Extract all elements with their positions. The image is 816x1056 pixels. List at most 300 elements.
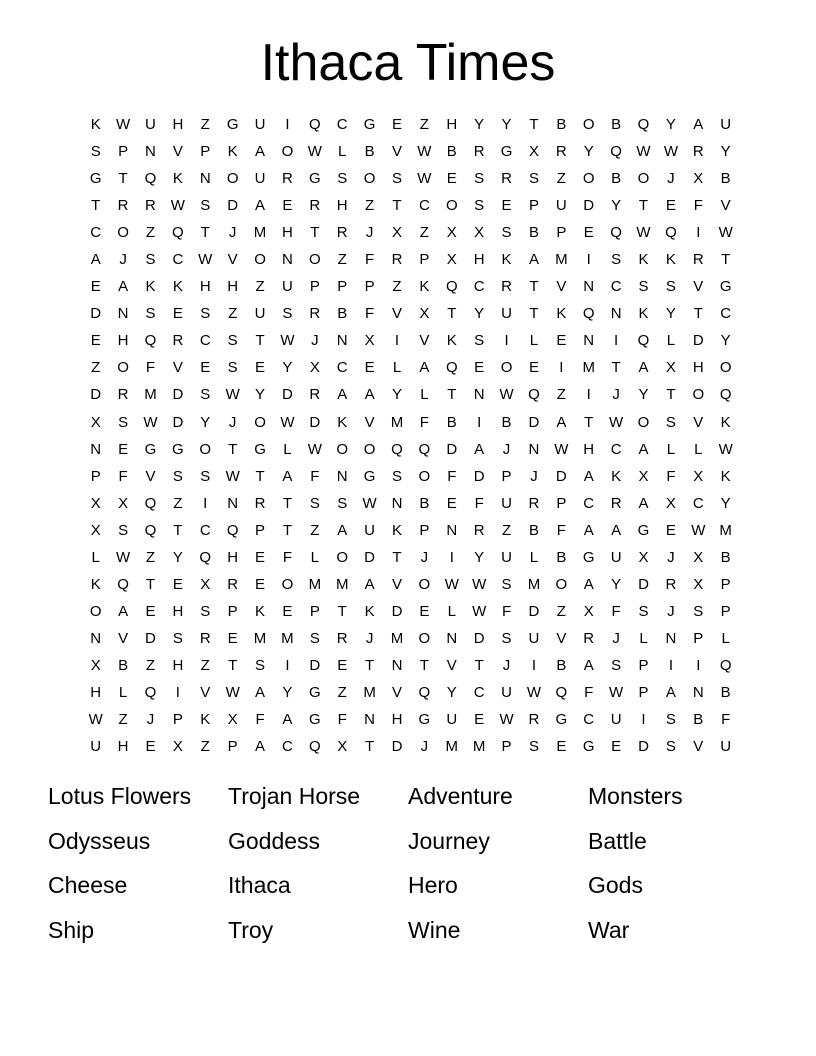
grid-letter: J <box>311 332 319 350</box>
grid-letter: T <box>118 170 128 188</box>
grid-letter: Q <box>719 656 732 674</box>
grid-letter: I <box>668 656 673 674</box>
grid-letter: Q <box>665 224 677 242</box>
grid-row <box>82 598 740 625</box>
grid-letter: K <box>90 116 101 133</box>
grid-letter: M <box>390 413 404 431</box>
grid-letter: G <box>308 170 321 188</box>
grid-letter: T <box>310 224 320 242</box>
grid-letter: U <box>282 278 293 296</box>
grid-letter: L <box>666 332 676 350</box>
grid-letter: X <box>528 143 539 161</box>
grid-letter: T <box>447 386 457 404</box>
grid-letter: P <box>556 494 567 512</box>
grid-letter: F <box>365 251 375 269</box>
grid-letter: P <box>501 467 512 485</box>
grid-letter: Q <box>445 278 458 296</box>
grid-letter: K <box>172 278 183 296</box>
grid-letter: S <box>474 197 485 215</box>
grid-letter: K <box>364 602 375 620</box>
grid-letter: Q <box>555 683 568 701</box>
grid-letter: Y <box>611 197 622 215</box>
grid-letter: G <box>308 683 321 701</box>
grid-letter: B <box>720 548 731 566</box>
grid-letter: W <box>718 440 733 458</box>
grid-letter: C <box>720 305 732 323</box>
grid-letter: T <box>529 116 539 133</box>
grid-letter: U <box>501 548 512 566</box>
grid-letter: S <box>611 251 622 269</box>
grid-letter: T <box>447 305 457 323</box>
grid-letter: A <box>255 738 266 756</box>
word-bank-item: Cheese <box>48 872 128 898</box>
grid-row <box>82 544 740 571</box>
grid-letter: N <box>90 440 102 458</box>
grid-letter: D <box>583 197 595 215</box>
grid-letter: T <box>392 197 402 215</box>
grid-letter: L <box>639 629 648 647</box>
grid-letter: B <box>720 683 731 701</box>
grid-letter: U <box>720 738 732 756</box>
grid-letter: Y <box>720 494 731 512</box>
grid-letter: K <box>720 467 731 485</box>
grid-letter: Z <box>419 224 429 242</box>
grid-row <box>82 300 740 327</box>
grid-letter: X <box>446 251 457 269</box>
grid-letter: T <box>529 305 539 323</box>
grid-letter: O <box>418 575 431 593</box>
grid-letter: H <box>336 197 348 215</box>
grid-letter: W <box>143 413 158 431</box>
grid-letter: R <box>282 170 293 188</box>
grid-letter: O <box>89 602 102 620</box>
grid-row <box>82 165 740 192</box>
grid-letter: W <box>472 575 487 593</box>
grid-letter: B <box>118 656 129 674</box>
grid-letter: E <box>391 116 402 133</box>
grid-letter: D <box>528 602 540 620</box>
grid-letter: S <box>172 467 183 485</box>
grid-letter: B <box>720 170 731 188</box>
grid-row <box>82 381 740 408</box>
grid-letter: H <box>172 116 184 133</box>
grid-letter: D <box>145 629 156 647</box>
grid-letter: G <box>555 711 568 729</box>
grid-letter: S <box>665 738 676 756</box>
grid-letter: P <box>118 143 129 161</box>
grid-letter: E <box>474 711 485 729</box>
grid-letter: E <box>446 494 457 512</box>
grid-letter: H <box>117 738 129 756</box>
grid-letter: B <box>611 116 622 133</box>
word-bank-item: Trojan Horse <box>228 783 361 809</box>
grid-letter: R <box>473 521 485 539</box>
grid-letter: B <box>446 143 457 161</box>
grid-letter: U <box>364 521 376 539</box>
grid-letter: W <box>691 521 706 539</box>
grid-letter: T <box>282 521 293 539</box>
grid-letter: Q <box>528 386 540 404</box>
grid-letter: Q <box>445 359 458 377</box>
grid-letter: A <box>255 683 266 701</box>
grid-letter: V <box>391 143 402 161</box>
grid-letter: W <box>170 197 185 215</box>
grid-letter: T <box>173 521 183 539</box>
grid-letter: V <box>556 629 567 647</box>
grid-letter: S <box>118 521 129 539</box>
grid-letter: P <box>227 602 238 620</box>
word-bank-item: Journey <box>408 827 490 854</box>
grid-letter: W <box>499 711 514 729</box>
grid-letter: G <box>254 440 266 458</box>
grid-letter: I <box>175 683 180 701</box>
grid-letter: K <box>172 170 183 188</box>
grid-letter: V <box>693 413 704 431</box>
grid-letter: A <box>282 467 293 485</box>
grid-letter: Q <box>637 332 650 350</box>
grid-letter: F <box>118 467 128 485</box>
grid-row <box>82 733 740 760</box>
grid-letter: P <box>419 251 430 269</box>
grid-letter: N <box>665 629 677 647</box>
grid-letter: C <box>282 738 293 756</box>
grid-letter: G <box>582 548 595 566</box>
grid-letter: W <box>718 224 733 242</box>
grid-letter: J <box>667 170 675 188</box>
grid-letter: O <box>445 197 458 215</box>
grid-row <box>82 517 740 544</box>
grid-letter: N <box>528 440 540 458</box>
grid-letter: I <box>449 548 454 566</box>
grid-letter: D <box>473 629 485 647</box>
grid-letter: L <box>529 548 539 566</box>
grid-letter: N <box>583 278 595 296</box>
grid-letter: W <box>417 170 432 188</box>
grid-letter: R <box>501 170 512 188</box>
grid-letter: P <box>255 521 266 539</box>
grid-letter: S <box>282 305 293 323</box>
grid-letter: Y <box>720 143 731 161</box>
grid-letter: J <box>530 467 538 485</box>
grid-letter: X <box>419 305 430 323</box>
grid-letter: P <box>693 629 704 647</box>
grid-letter: S <box>474 170 485 188</box>
grid-letter: Z <box>228 305 238 323</box>
grid-letter: E <box>556 332 567 350</box>
grid-letter: Y <box>665 116 676 133</box>
grid-letter: N <box>145 143 156 161</box>
grid-letter: R <box>117 197 129 215</box>
grid-letter: G <box>637 521 650 539</box>
grid-row <box>82 273 740 300</box>
grid-letter: U <box>254 170 266 188</box>
grid-letter: A <box>693 116 704 133</box>
grid-letter: E <box>145 738 156 756</box>
grid-letter: M <box>472 738 486 756</box>
grid-letter: N <box>282 251 293 269</box>
grid-letter: U <box>501 683 512 701</box>
grid-letter: H <box>117 332 129 350</box>
grid-letter: W <box>609 413 624 431</box>
grid-letter: B <box>446 413 457 431</box>
grid-letter: V <box>720 197 731 215</box>
grid-letter: D <box>391 738 403 756</box>
grid-letter: C <box>418 197 430 215</box>
grid-letter: U <box>90 738 102 756</box>
grid-letter: W <box>636 224 651 242</box>
grid-letter: N <box>90 629 102 647</box>
grid-letter: O <box>281 143 294 161</box>
grid-letter: T <box>145 575 156 593</box>
grid-row <box>82 625 740 652</box>
grid-letter: S <box>227 332 238 350</box>
grid-letter: K <box>446 332 457 350</box>
grid-letter: Z <box>556 386 566 404</box>
grid-letter: J <box>667 548 675 566</box>
grid-letter: P <box>556 224 567 242</box>
grid-letter: H <box>227 548 239 566</box>
grid-letter: V <box>446 656 457 674</box>
grid-letter: V <box>172 143 183 161</box>
grid-letter: T <box>228 440 238 458</box>
grid-letter: C <box>583 711 595 729</box>
grid-letter: N <box>117 305 129 323</box>
grid-letter: H <box>172 602 184 620</box>
grid-letter: I <box>696 656 701 674</box>
grid-letter: N <box>446 629 458 647</box>
grid-letter: A <box>90 251 101 269</box>
grid-letter: L <box>420 386 429 404</box>
grid-letter: Z <box>200 116 210 133</box>
grid-row <box>82 219 740 246</box>
grid-letter: Q <box>637 116 650 133</box>
grid-letter: S <box>200 197 211 215</box>
grid-letter: A <box>364 386 375 404</box>
grid-letter: D <box>364 548 376 566</box>
grid-letter: D <box>227 197 239 215</box>
word-bank-item: Goddess <box>228 827 321 854</box>
grid-letter: Q <box>418 683 431 701</box>
grid-letter: S <box>200 386 211 404</box>
grid-letter: Y <box>391 386 402 404</box>
grid-letter: E <box>665 197 676 215</box>
grid-letter: E <box>446 170 457 188</box>
grid-letter: Q <box>144 494 157 512</box>
grid-letter: U <box>610 711 622 729</box>
grid-letter: Z <box>392 278 402 296</box>
grid-letter: T <box>282 494 293 512</box>
grid-letter: Y <box>255 386 266 404</box>
grid-letter: V <box>391 575 402 593</box>
grid-letter: U <box>501 494 512 512</box>
grid-letter: G <box>719 278 732 296</box>
grid-letter: A <box>556 413 567 431</box>
grid-letter: D <box>172 413 184 431</box>
grid-letter: U <box>720 116 732 133</box>
grid-letter: T <box>584 413 594 431</box>
word-bank-item: Odysseus <box>48 827 151 854</box>
grid-letter: X <box>638 467 649 485</box>
grid-letter: E <box>90 332 101 350</box>
grid-letter: D <box>172 386 184 404</box>
grid-letter: D <box>638 575 649 593</box>
grid-letter: C <box>610 278 622 296</box>
grid-letter: J <box>612 386 620 404</box>
grid-letter: F <box>419 413 429 431</box>
grid-letter: U <box>254 305 266 323</box>
grid-letter: W <box>280 413 295 431</box>
grid-letter: L <box>529 332 539 350</box>
grid-letter: S <box>200 602 211 620</box>
grid-letter: K <box>611 467 622 485</box>
grid-letter: Z <box>419 116 429 133</box>
grid-letter: K <box>665 251 676 269</box>
grid-letter: O <box>281 575 294 593</box>
grid-letter: O <box>117 224 129 242</box>
grid-letter: R <box>254 494 266 512</box>
grid-letter: D <box>282 386 293 404</box>
grid-letter: I <box>586 386 591 404</box>
grid-letter: S <box>337 494 348 512</box>
word-bank-item: Battle <box>588 827 647 854</box>
grid-letter: H <box>583 440 595 458</box>
grid-letter: D <box>473 467 485 485</box>
grid-letter: P <box>337 278 348 296</box>
grid-letter: N <box>391 494 403 512</box>
grid-letter: W <box>225 467 240 485</box>
grid-letter: E <box>118 440 129 458</box>
grid-letter: T <box>200 224 210 242</box>
grid-letter: K <box>556 305 567 323</box>
grid-letter: R <box>199 629 211 647</box>
grid-letter: K <box>391 521 402 539</box>
grid-letter: O <box>418 629 431 647</box>
grid-letter: C <box>336 116 348 133</box>
grid-letter: R <box>610 494 622 512</box>
grid-letter: P <box>528 197 539 215</box>
grid-letter: W <box>499 386 514 404</box>
grid-letter: N <box>583 332 595 350</box>
grid-letter: X <box>693 575 704 593</box>
grid-letter: O <box>254 413 266 431</box>
grid-letter: W <box>280 332 295 350</box>
grid-letter: Z <box>501 521 512 539</box>
grid-letter: Z <box>337 683 347 701</box>
grid-letter: T <box>255 467 265 485</box>
grid-letter: J <box>146 711 155 729</box>
grid-letter: K <box>200 711 211 729</box>
grid-letter: S <box>200 305 211 323</box>
grid-row <box>82 706 740 733</box>
grid-letter: W <box>116 548 131 566</box>
grid-letter: T <box>337 602 347 620</box>
grid-letter: M <box>335 575 349 593</box>
grid-letter: T <box>365 656 375 674</box>
grid-letter: S <box>665 278 676 296</box>
grid-letter: B <box>528 521 539 539</box>
grid-letter: E <box>282 197 293 215</box>
grid-letter: K <box>255 602 266 620</box>
grid-letter: A <box>583 521 594 539</box>
grid-letter: Y <box>720 332 731 350</box>
grid-letter: A <box>638 440 649 458</box>
grid-letter: F <box>365 305 375 323</box>
grid-letter: W <box>307 143 322 161</box>
grid-letter: H <box>391 711 403 729</box>
grid-letter: E <box>172 575 183 593</box>
grid-letter: Z <box>145 548 156 566</box>
grid-letter: B <box>611 170 622 188</box>
grid-letter: A <box>282 711 293 729</box>
grid-letter: M <box>555 251 568 269</box>
grid-letter: Q <box>226 521 239 539</box>
grid-letter: T <box>392 548 402 566</box>
word-bank-item: Lotus Flowers <box>48 783 192 809</box>
grid-letter: O <box>363 170 376 188</box>
grid-letter: X <box>90 656 101 674</box>
grid-letter: D <box>638 738 649 756</box>
grid-letter: E <box>255 548 266 566</box>
grid-letter: F <box>666 467 676 485</box>
grid-letter: M <box>281 629 294 647</box>
grid-letter: O <box>308 251 321 269</box>
grid-letter: O <box>418 467 431 485</box>
grid-letter: T <box>666 386 676 404</box>
grid-letter: E <box>419 602 430 620</box>
grid-letter: L <box>666 440 676 458</box>
grid-letter: S <box>501 575 512 593</box>
grid-letter: K <box>145 278 156 296</box>
letter-grid <box>82 111 740 759</box>
grid-letter: Q <box>144 521 157 539</box>
grid-letter: R <box>145 197 156 215</box>
grid-letter: Q <box>199 548 212 566</box>
grid-letter: C <box>583 494 595 512</box>
grid-letter: B <box>556 548 567 566</box>
grid-letter: M <box>144 386 157 404</box>
grid-letter: V <box>693 738 704 756</box>
grid-letter: R <box>227 575 239 593</box>
grid-letter: F <box>721 711 731 729</box>
grid-letter: P <box>638 656 649 674</box>
grid-letter: X <box>337 738 348 756</box>
grid-letter: X <box>693 467 704 485</box>
grid-letter: J <box>502 440 511 458</box>
grid-letter: Q <box>418 440 431 458</box>
grid-letter: R <box>309 197 321 215</box>
grid-letter: R <box>336 224 348 242</box>
grid-letter: J <box>420 738 429 756</box>
grid-letter: Y <box>474 305 485 323</box>
grid-letter: S <box>391 170 402 188</box>
grid-letter: P <box>720 602 731 620</box>
grid-letter: T <box>721 251 731 269</box>
grid-letter: F <box>282 548 293 566</box>
grid-letter: H <box>446 116 458 133</box>
grid-letter: E <box>227 629 238 647</box>
grid-letter: O <box>336 440 349 458</box>
grid-letter: A <box>255 197 266 215</box>
grid-letter: S <box>391 467 402 485</box>
grid-letter: W <box>444 575 459 593</box>
grid-letter: Q <box>117 575 129 593</box>
grid-letter: V <box>145 467 156 485</box>
grid-row <box>82 409 740 436</box>
grid-letter: U <box>610 548 622 566</box>
grid-letter: W <box>636 143 651 161</box>
grid-letter: W <box>116 116 131 133</box>
grid-letter: E <box>282 602 293 620</box>
